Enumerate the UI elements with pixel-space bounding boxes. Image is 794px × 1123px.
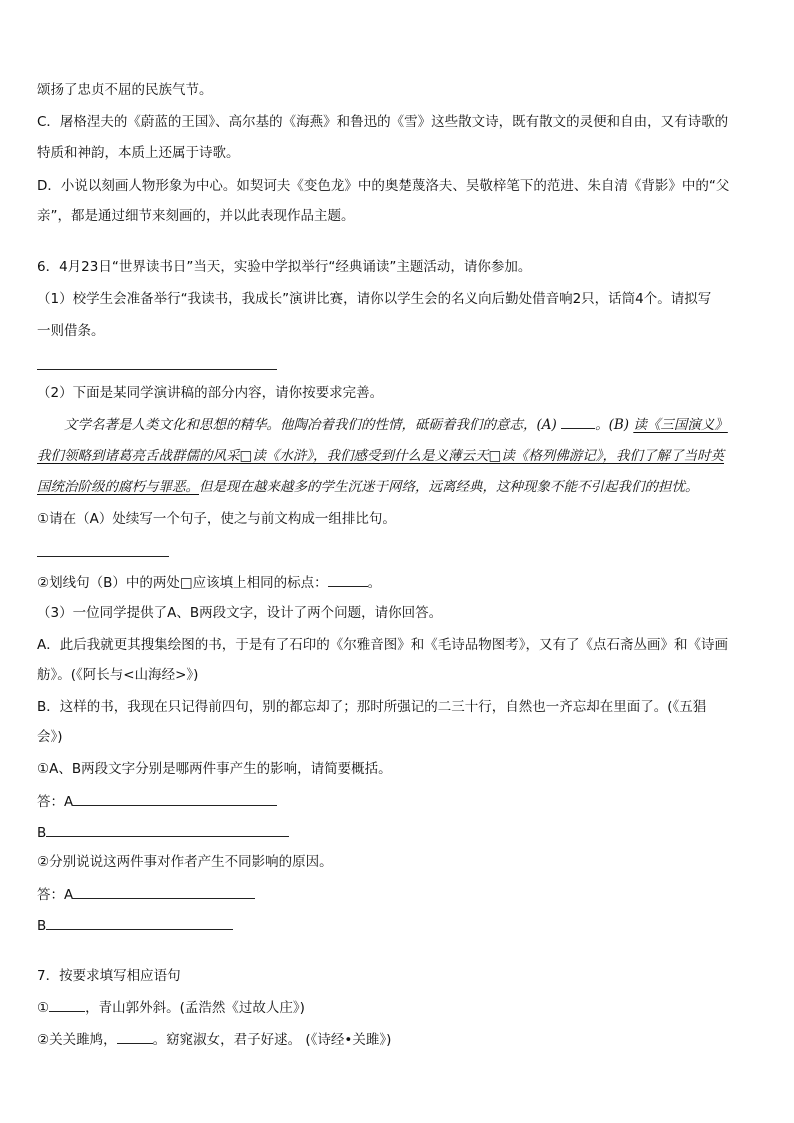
sub-question-2: （2）下面是某同学演讲稿的部分内容，请你按要求完善。 [37, 385, 384, 401]
option-c-line: C．屠格涅夫的《蔚蓝的王国》、高尔基的《海燕》和鲁迅的《雪》这些散文诗，既有散文的灵便和自由，又有诗歌的 [37, 114, 729, 130]
poem-number: ① [37, 1000, 50, 1016]
answer-blank[interactable] [73, 791, 277, 806]
blank-punctuation[interactable] [328, 572, 368, 587]
poem-text: ②关关雎鸠， [37, 1032, 117, 1048]
passage-b-cont: 会》) [37, 729, 63, 745]
answer-label: 答：A [37, 887, 74, 903]
answer-line-a[interactable] [37, 556, 169, 557]
answer-blank[interactable] [73, 884, 255, 899]
speech-text: 但是现在越来越多的学生沉迷于网络，远离经典，这种现象不能不引起我们的担忧。 [199, 479, 699, 495]
prompt-events: ①A、B两段文字分别是哪两件事产生的影响，请简要概括。 [37, 761, 392, 777]
text-line: 一则借条。 [37, 323, 105, 339]
prompt-text: 。 [367, 575, 382, 591]
answer-a-row [37, 791, 277, 812]
underlined-sentence-b: 国统治阶级的腐朽与罪恶。 [37, 479, 199, 495]
answer-blank[interactable] [46, 822, 289, 837]
text-line: 颂扬了忠贞不屈的民族气节。 [37, 82, 213, 98]
poem-line-1 [37, 997, 305, 1018]
speech-paragraph-line [37, 477, 699, 497]
poem-blank[interactable] [117, 1029, 153, 1044]
answer-b-row [37, 915, 233, 936]
speech-text: 文学名著是人类文化和思想的精华。他陶冶着我们的性情，砥砺着我们的意志，(A) [64, 417, 562, 433]
poem-text: 。窈窕淑女，君子好逑。 (《诗经•关雎》) [152, 1032, 392, 1048]
underlined-sentence-b: 我们领略到诸葛亮舌战群儒的风采□读《水浒》，我们感受到什么是义薄云天□读《格列佛游记》，我们了解了当时英 [37, 448, 725, 464]
passage-b: B．这样的书，我现在只记得前四句，别的都忘却了；那时所强记的二三十行，自然也一齐忘却在里面了。(《五猖 [37, 699, 707, 715]
poem-blank[interactable] [49, 997, 85, 1012]
speech-paragraph-line [64, 414, 728, 435]
passage-a-cont: 舫》。(《阿长与<山海经>》) [37, 667, 199, 683]
answer-b-row [37, 822, 289, 843]
prompt-text: ②划线句（B）中的两处□应该填上相同的标点： [37, 575, 328, 591]
sub-question-1: （1）校学生会准备举行“我读书，我成长”演讲比赛，请你以学生会的名义向后勤处借音响2只，话筒4个。请拟写 [37, 291, 712, 307]
prompt-1: ①请在（A）处续写一个句子，使之与前文构成一组排比句。 [37, 511, 396, 527]
answer-line-borrow-note[interactable] [37, 369, 277, 370]
poem-line-2 [37, 1029, 391, 1050]
poem-text: ，青山郭外斜。(孟浩然《过故人庄》) [85, 1000, 305, 1016]
passage-a: A．此后我就更其搜集绘图的书，于是有了石印的《尔雅音图》和《毛诗品物图考》，又有了《点石斋丛画》和《诗画 [37, 637, 728, 653]
answer-label: B [37, 918, 47, 934]
question-7-title: 7．按要求填写相应语句 [37, 968, 181, 984]
answer-blank[interactable] [46, 915, 233, 930]
question-6-title: 6．4月23日“世界读书日”当天，实验中学拟举行“经典诵读”主题活动，请你参加。 [37, 259, 532, 275]
answer-a-row [37, 884, 255, 905]
speech-text: 。(B) [595, 417, 634, 433]
prompt-2 [37, 572, 381, 593]
text-line: 亲”，都是通过细节来刻画的，并以此表现作品主题。 [37, 208, 355, 224]
answer-label: B [37, 825, 47, 841]
answer-label: 答：A [37, 794, 74, 810]
blank-a[interactable] [561, 414, 595, 429]
underlined-sentence-b: 读《三国演义》 [633, 417, 728, 433]
text-line: 特质和神韵，本质上还属于诗歌。 [37, 145, 240, 161]
sub-question-3: （3）一位同学提供了A、B两段文字，设计了两个问题，请你回答。 [37, 605, 443, 621]
prompt-reasons: ②分别说说这两件事对作者产生不同影响的原因。 [37, 854, 333, 870]
option-d-line: D．小说以刻画人物形象为中心。如契诃夫《变色龙》中的奥楚蔑洛夫、吴敬梓笔下的范进、朱自清《背影》中的“父 [37, 178, 730, 194]
